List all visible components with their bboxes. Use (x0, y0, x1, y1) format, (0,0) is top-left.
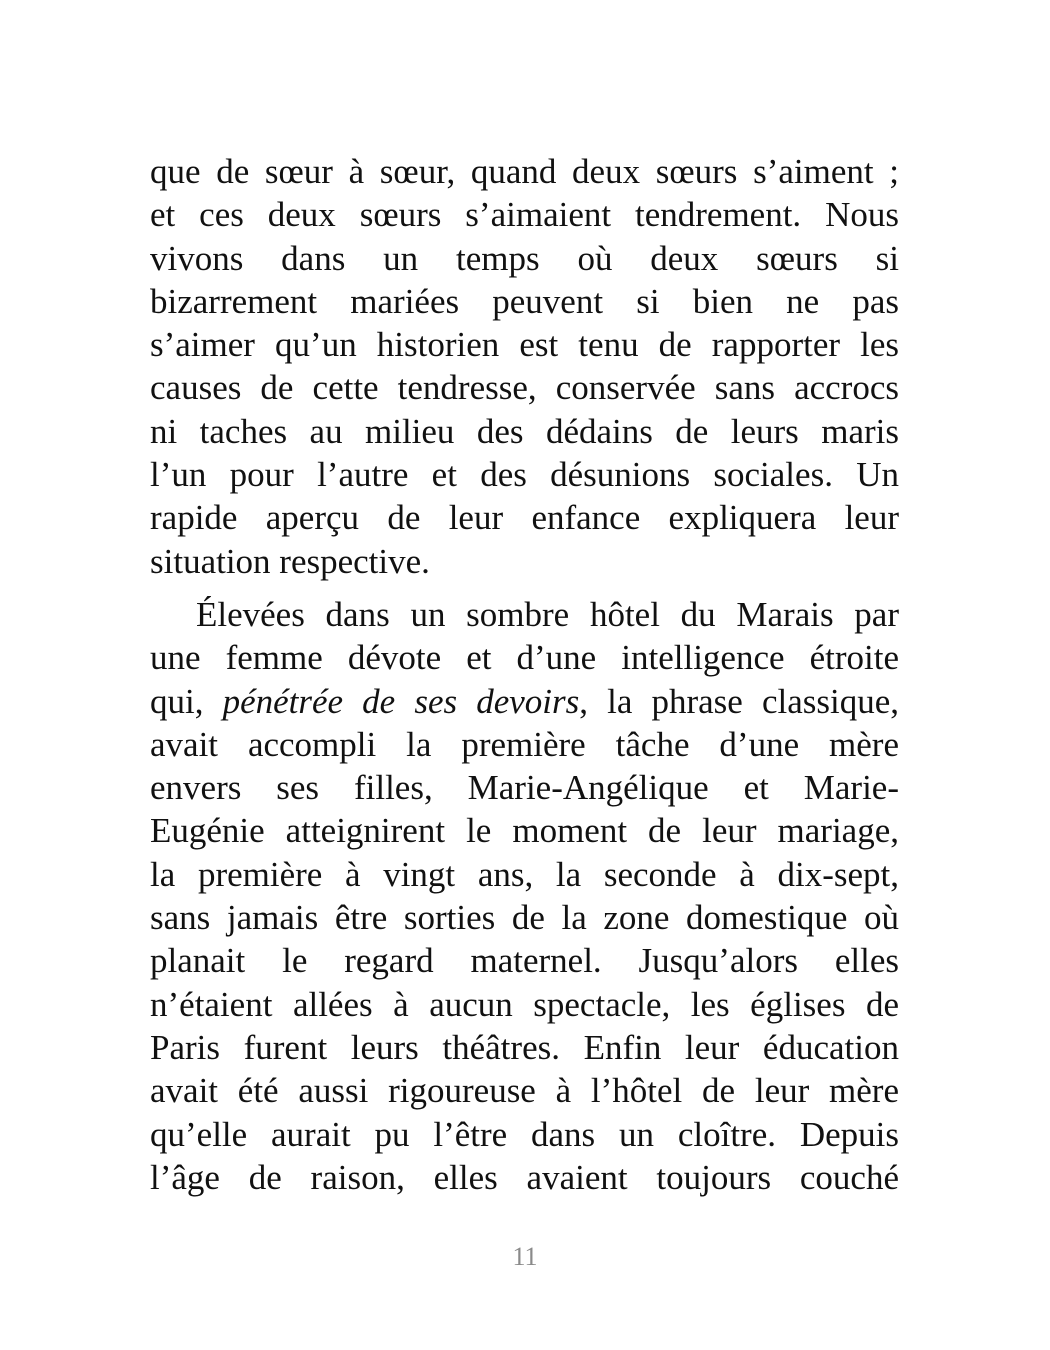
text-line: l’un pour l’autre et des désunions sociales. Un (150, 455, 899, 495)
text-line: l’âge de raison, elles avaient toujours couché (150, 1157, 899, 1197)
page-number: 11 (512, 1242, 538, 1271)
paragraph-2 (150, 593, 899, 1199)
text-line: vivons dans un temps où deux sœurs si (150, 238, 899, 278)
text-line: ni taches au milieu des dédains de leurs maris (150, 411, 899, 451)
text-line: n’étaient allées à aucun spectacle, les églises de (150, 984, 899, 1024)
text-line: avait été aussi rigoureuse à l’hôtel de leur mère (150, 1071, 899, 1111)
text-line: causes de cette tendresse, conservée sans accrocs (150, 368, 899, 408)
text-line: Paris furent leurs théâtres. Enfin leur éducation (150, 1027, 899, 1067)
text-line: planait le regard maternel. Jusqu’alors elles (150, 941, 899, 981)
text-line: la première à vingt ans, la seconde à dix-sept, (150, 854, 899, 894)
text-line: s’aimer qu’un historien est tenu de rapporter les (150, 325, 899, 365)
italic-phrase: pénétrée de ses devoirs (222, 681, 580, 721)
text-line: situation respective. (150, 541, 430, 581)
text-line: Élevées dans un sombre hôtel du Marais par (196, 594, 899, 634)
text-line: que de sœur à sœur, quand deux sœurs s’aiment ; (150, 152, 899, 191)
text-line: et ces deux sœurs s’aimaient tendrement. Nous (150, 195, 899, 235)
body-text (150, 150, 899, 1199)
text-line: une femme dévote et d’une intelligence étroite (150, 638, 899, 678)
text-fragment: qui, (150, 681, 223, 721)
text-line: qu’elle aurait pu l’être dans un cloître. Depuis (150, 1114, 899, 1154)
text-line: avait accompli la première tâche d’une mère (150, 724, 899, 764)
text-line: envers ses filles, Marie-Angélique et Marie- (150, 768, 899, 808)
text-line: bizarrement mariées peuvent si bien ne pas (150, 281, 899, 321)
text-line: sans jamais être sorties de la zone domestique où (150, 898, 899, 938)
text-line: rapide aperçu de leur enfance expliquera leur (150, 498, 899, 538)
text-fragment: , la phrase classique, (579, 681, 899, 721)
text-line: Eugénie atteignirent le moment de leur mariage, (150, 811, 899, 851)
paragraph-1 (150, 150, 899, 583)
text-line-with-italic (150, 680, 899, 723)
